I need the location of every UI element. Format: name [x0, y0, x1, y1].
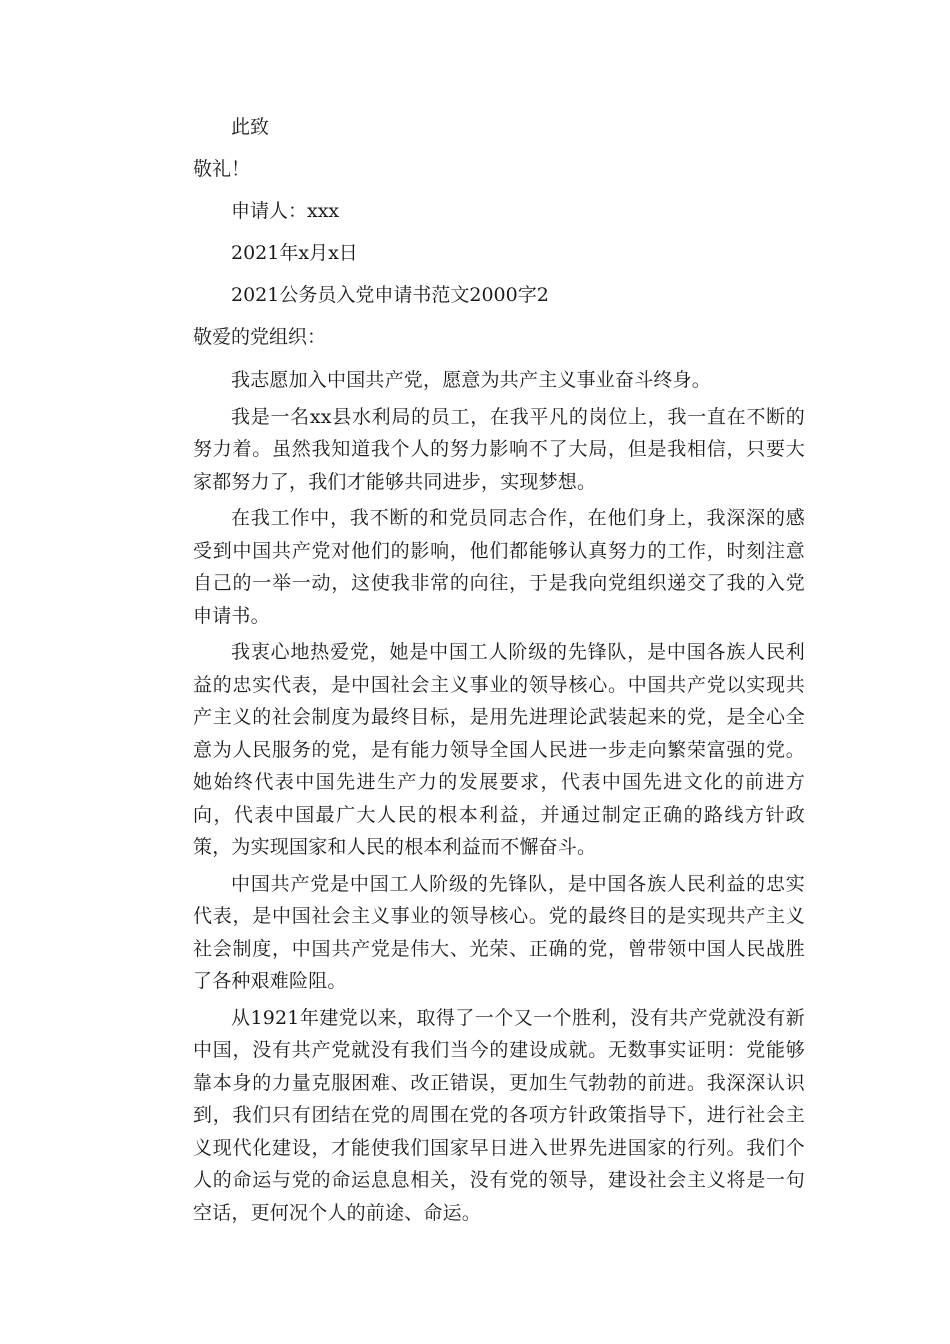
closing-cizhi: 此致: [231, 116, 270, 138]
salutation: 敬爱的党组织：: [193, 326, 327, 348]
document-page: [193, 112, 805, 1233]
body-paragraph-6: 从1921年建党以来，取得了一个又一个胜利，没有共产党就没有新中国，没有共产党就没有我们当今的建设成就。无数事实证明：党能够靠本身的力量克服困难、改正错误，更加生气勃勃的前进。我深深认识到，我们只有团结在党的周围在党的各项方针政策指导下，进行社会主义现代化建设，才能使我们国家早日进入世界先进国家的行列。我们个人的命运与党的命运息息相关，没有党的领导，建设社会主义将是一句空话，更何况个人的前途、命运。: [193, 1006, 805, 1224]
body-paragraph-1: 我志愿加入中国共产党，愿意为共产主义事业奋斗终身。: [231, 369, 712, 391]
body-paragraph-4: 我衷心地热爱党，她是中国工人阶级的先锋队，是中国各族人民利益的忠实代表，是中国社会主义事业的领导核心。中国共产党以实现共产主义的社会制度为最终目标，是用先进理论武装起来的党，是全心全意为人民服务的党，是有能力领导全国人民进一步走向繁荣富强的党。她始终代表中国先进生产力的发展要求，代表中国先进文化的前进方向，代表中国最广大人民的根本利益，并通过制定正确的路线方针政策，为实现国家和人民的根本利益而不懈奋斗。: [193, 641, 805, 858]
letter-date: 2021年x月x日: [231, 242, 358, 264]
second-letter-title: 2021公务员入党申请书范文2000字2: [231, 284, 549, 306]
body-paragraph-3: 在我工作中，我不断的和党员同志合作，在他们身上，我深深的感受到中国共产党对他们的影响，他们都能够认真努力的工作，时刻注意自己的一举一动，这使我非常的向往，于是我向党组织递交了我的入党申请书。: [193, 507, 805, 627]
closing-jingli: 敬礼！: [193, 158, 251, 180]
body-paragraph-2: 我是一名xx县水利局的员工，在我平凡的岗位上，我一直在不断的努力着。虽然我知道我个人的努力影响不了大局，但是我相信，只要大家都努力了，我们才能够共同进步，实现梦想。: [193, 405, 805, 493]
body-paragraph-5: 中国共产党是中国工人阶级的先锋队，是中国各族人民利益的忠实代表，是中国社会主义事业的领导核心。党的最终目的是实现共产主义社会制度，中国共产党是伟大、光荣、正确的党，曾带领中国人民战胜了各种艰难险阻。: [193, 872, 805, 992]
applicant-signature: 申请人：xxx: [231, 200, 340, 222]
